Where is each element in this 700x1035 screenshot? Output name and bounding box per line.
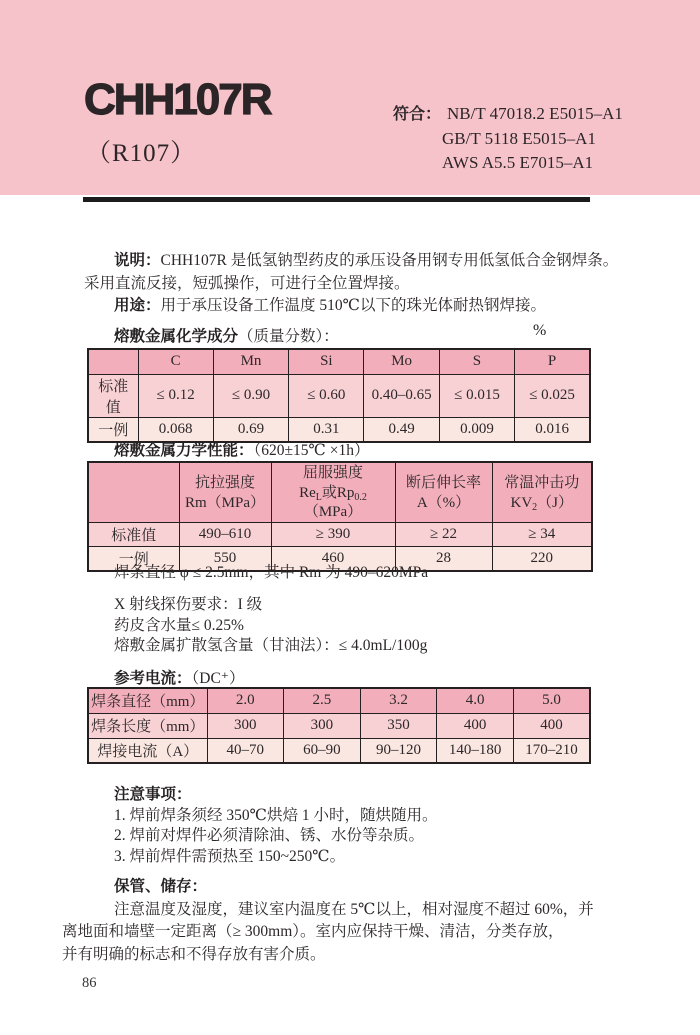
table-row <box>88 523 592 547</box>
cell: ≤ 0.015 <box>439 374 514 417</box>
inspection-block <box>114 595 427 657</box>
note-item: 3. 焊前焊件需预热至 150~250℃。 <box>114 847 346 865</box>
cell: 350 <box>360 713 437 738</box>
intro-section <box>84 250 618 318</box>
storage-line: 离地面和墙壁一定距离（≥ 300mm）。室内应保持干燥、清洁，分类存放， <box>62 923 564 940</box>
column-header: 抗拉强度 Rm（MPa） <box>179 462 271 523</box>
cell: 90–120 <box>360 738 437 763</box>
cell: 4.0 <box>437 688 514 713</box>
notes-section <box>114 785 437 867</box>
table-row <box>88 738 590 763</box>
column-header: Mo <box>364 349 439 374</box>
column-header: 断后伸长率 A（%） <box>395 462 492 523</box>
yield-formula: $Re_L$或$Rp_{0.2}(MPa)$ <box>299 485 367 520</box>
cell: 220 <box>492 547 592 571</box>
standards-block <box>393 102 623 175</box>
cell: 0.40–0.65 <box>364 374 439 417</box>
storage-title: 保管、储存： <box>114 878 208 895</box>
cell: 2.5 <box>284 688 361 713</box>
cell: 3.2 <box>360 688 437 713</box>
xray-note: X 射线探伤要求：I 级 <box>114 596 263 613</box>
mech-caption: 熔敷金属力学性能：（620±15℃ ×1h） <box>114 442 370 459</box>
intro-line <box>84 295 618 318</box>
cell: ≤ 0.90 <box>213 374 288 417</box>
cell: ≤ 0.025 <box>515 374 590 417</box>
cell: 40–70 <box>207 738 284 763</box>
cell: 400 <box>437 713 514 738</box>
row-label: 一例 <box>88 417 138 442</box>
cell: 490–610 <box>179 523 271 547</box>
column-header: Mn <box>213 349 288 374</box>
row-label: 标准值 <box>88 374 138 417</box>
cell: ≤ 0.12 <box>138 374 213 417</box>
row-label: 焊条直径（mm） <box>88 688 207 713</box>
note-item: 2. 焊前对焊件必须清除油、锈、水份等杂质。 <box>114 827 425 844</box>
column-header: C <box>138 349 213 374</box>
notes-title: 注意事项： <box>114 786 192 803</box>
row-label: 一例 <box>88 547 179 571</box>
cell: 300 <box>284 713 361 738</box>
storage-line: 注意温度及湿度，建议室内温度在 5℃以上，相对湿度不超过 60%，并 <box>114 900 594 918</box>
cell: 0.49 <box>364 417 439 442</box>
header-rule <box>83 197 590 202</box>
column-header: Si <box>289 349 364 374</box>
column-header: S <box>439 349 514 374</box>
cell: 0.009 <box>439 417 514 442</box>
standard-row <box>393 127 623 151</box>
cell: 0.068 <box>138 417 213 442</box>
cell: ≥ 22 <box>395 523 492 547</box>
desc-text: CHH107R 是低氢钠型药皮的承压设备用钢专用低氢低合金钢焊条。 <box>160 252 619 269</box>
hydrogen-note: 熔敷金属扩散氢含量（甘油法）：≤ 4.0mL/100g <box>114 637 428 654</box>
cell: ≥ 34 <box>492 523 592 547</box>
cell: 460 <box>271 547 395 571</box>
moisture-note: 药皮含水量≤ 0.25% <box>114 616 244 634</box>
table-header-row <box>88 462 592 523</box>
table-row <box>88 713 590 738</box>
row-label: 标准值 <box>88 523 179 547</box>
use-label: 用途： <box>114 297 161 314</box>
table-row <box>88 374 590 417</box>
chem-unit: % <box>533 322 547 339</box>
current-caption: 参考电流：（DC⁺） <box>114 670 245 687</box>
chem-caption: 熔敷金属化学成分（质量分数）： <box>114 328 339 345</box>
cell: 5.0 <box>513 688 590 713</box>
cell: 300 <box>207 713 284 738</box>
cell: 140–180 <box>437 738 514 763</box>
use-text: 用于承压设备工作温度 510℃以下的珠光体耐热钢焊接。 <box>160 297 546 314</box>
standard-item: NB/T 47018.2 E5015–A1 <box>447 104 623 123</box>
product-alias: （R107） <box>86 140 197 167</box>
chemical-composition-table <box>87 348 591 443</box>
cell: ≤ 0.60 <box>289 374 364 417</box>
column-header: 常温冲击功 $KV_2(J)$ <box>492 462 592 523</box>
column-header: 屈服强度 $Re_L$或$Rp_{0.2}(MPa)$ <box>271 462 395 523</box>
product-model: CHH107R <box>84 75 271 124</box>
row-label: 焊条长度（mm） <box>88 713 207 738</box>
standard-item: AWS A5.5 E7015–A1 <box>442 153 594 172</box>
storage-section <box>62 876 594 966</box>
table-header-row <box>88 688 590 713</box>
standard-row <box>393 102 623 127</box>
note-item: 1. 焊前焊条须经 350℃烘焙 1 小时，随烘随用。 <box>114 806 438 824</box>
cell: 2.0 <box>207 688 284 713</box>
desc-text: 采用直流反接，短弧操作，可进行全位置焊接。 <box>84 274 410 292</box>
standard-row <box>393 151 623 175</box>
row-label: 焊接电流（A） <box>88 738 207 763</box>
cell: ≥ 390 <box>271 523 395 547</box>
standard-item: GB/T 5118 E5015–A1 <box>442 129 596 148</box>
cell: 60–90 <box>284 738 361 763</box>
corner-cell <box>88 349 138 374</box>
intro-line <box>84 273 618 296</box>
corner-cell <box>88 462 179 523</box>
cell: 550 <box>179 547 271 571</box>
cell: 0.69 <box>213 417 288 442</box>
cell: 400 <box>513 713 590 738</box>
cell: 170–210 <box>513 738 590 763</box>
intro-line <box>84 250 618 273</box>
desc-label: 说明： <box>114 252 161 269</box>
standards-label: 符合： <box>393 106 442 123</box>
reference-current-table <box>87 687 591 764</box>
impact-formula: $KV_2(J)$ <box>510 494 573 513</box>
cell: 0.016 <box>515 417 590 442</box>
storage-line: 并有明确的标志和不得存放有害介质。 <box>62 945 326 963</box>
mechanical-properties-table <box>87 461 593 572</box>
diameter-note: 焊条直径 φ ≤ 2.5mm，其中 Rm 为 490–620MPa <box>114 564 429 581</box>
table-header-row <box>88 349 590 374</box>
column-header: P <box>515 349 590 374</box>
cell: 0.31 <box>289 417 364 442</box>
product-header <box>0 0 700 195</box>
cell: 28 <box>395 547 492 571</box>
page-number: 86 <box>82 975 97 991</box>
